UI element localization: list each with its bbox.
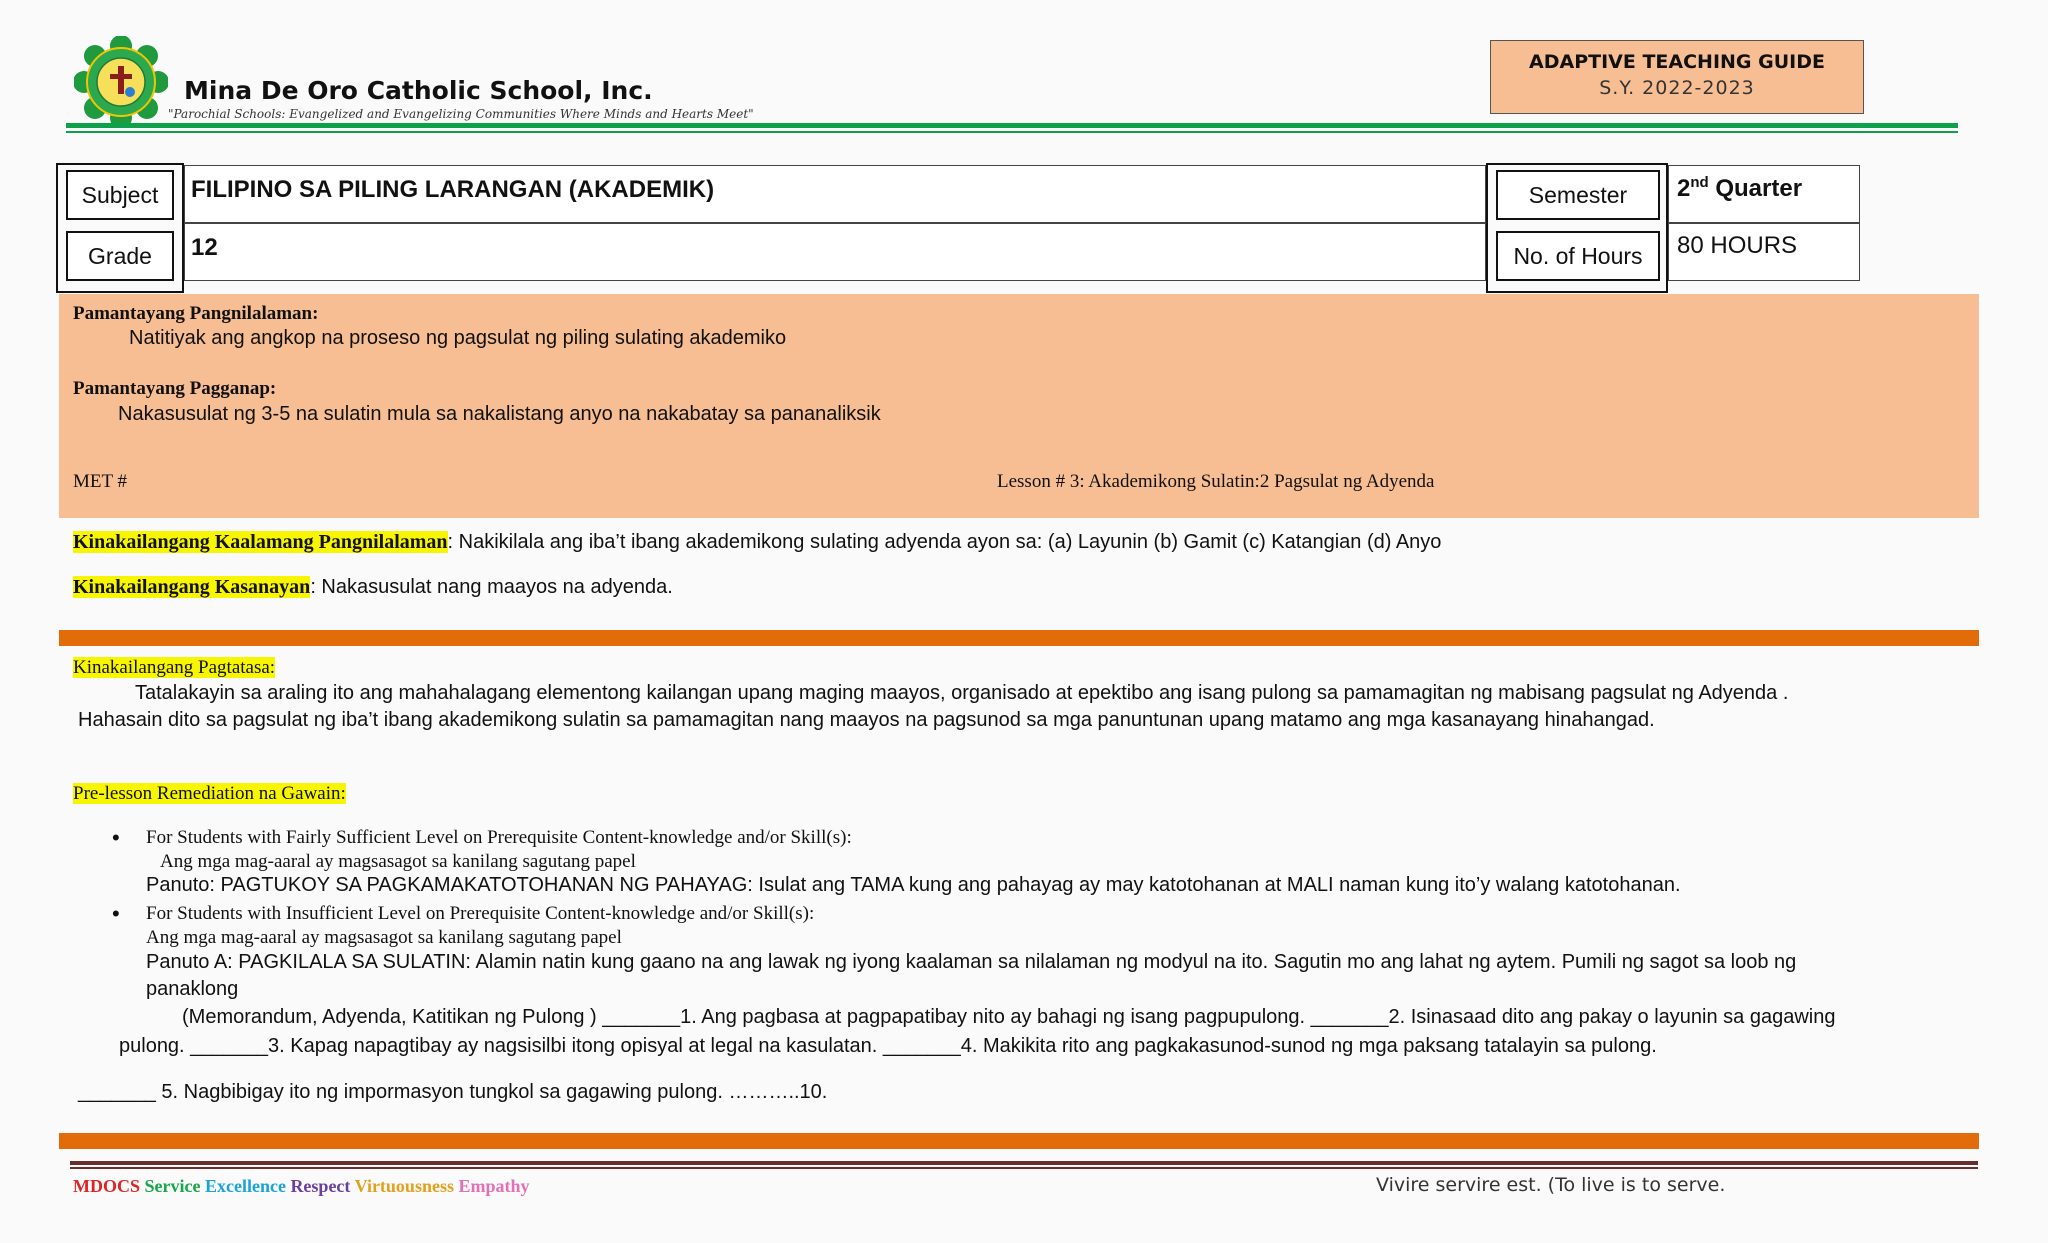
performance-standard-heading: Pamantayang Pagganap: bbox=[73, 378, 277, 399]
school-year: S.Y. 2022-2023 bbox=[1599, 77, 1755, 99]
remediation-item-1-instruction: Panuto: PAGTUKOY SA PAGKAMAKATOTOHANAN NG PAHAYAG: Isulat ang TAMA kung ang pahayag ay may katotohanan at MALI naman kung ito’y walang katotohanan. bbox=[146, 874, 1681, 896]
semester-label: Semester bbox=[1496, 170, 1660, 220]
skill-requirement bbox=[73, 576, 673, 599]
section-divider-top bbox=[59, 630, 1979, 646]
school-logo bbox=[74, 36, 168, 128]
remediation-item-2-sub: Ang mga mag-aaral ay magsasagot sa kanilang sagutang papel bbox=[146, 927, 622, 948]
assessment-line-1: Tatalakayin sa araling ito ang mahahalagang elementong kailangan upang maging maayos, organisado at epektibo ang isang pulong sa pamamagitan ng mabisang pagsulat ng Adyenda . bbox=[135, 682, 1789, 704]
remediation-item-2-instruction: Panuto A: PAGKILALA SA SULATIN: Alamin natin kung gaano na ang lawak ng iyong kaalaman sa nilalaman ng modyul na ito. Sagutin mo ang lahat ng aytem. Pumili ng sagot sa loob ng bbox=[146, 951, 1797, 973]
school-motto: Vivire servire est. (To live is to serve. bbox=[1376, 1174, 1726, 1196]
subject-value: FILIPINO SA PILING LARANGAN (AKADEMIK) bbox=[184, 165, 1486, 223]
skill-requirement-label: Kinakailangang Kasanayan bbox=[73, 576, 311, 598]
remediation-item-2-title: For Students with Insufficient Level on Prerequisite Content-knowledge and/or Skill(s): bbox=[146, 903, 815, 924]
grade-label: Grade bbox=[66, 231, 174, 281]
section-divider-bottom bbox=[59, 1133, 1979, 1149]
assessment-heading: Kinakailangang Pagtatasa: bbox=[73, 657, 276, 678]
header-divider bbox=[66, 123, 1958, 128]
guide-title: ADAPTIVE TEACHING GUIDE bbox=[1529, 51, 1825, 73]
school-tagline: "Parochial Schools: Evangelized and Evangelizing Communities Where Minds and Hearts Meet" bbox=[168, 107, 754, 121]
core-value-respect: Respect bbox=[290, 1176, 351, 1196]
hours-value: 80 HOURS bbox=[1668, 223, 1860, 281]
questions-line-2: pulong. _______3. Kapag napagtibay ay nagsisilbi itong opisyal at legal na kasulatan. _______4. Makikita rito ang pagkakasunod-sunod ng mga paksang tatalayin sa pulong. bbox=[119, 1035, 1657, 1057]
remediation-heading: Pre-lesson Remediation na Gawain: bbox=[73, 783, 346, 804]
skill-requirement-text: : Nakasusulat nang maayos na adyenda. bbox=[310, 576, 673, 598]
subject-label: Subject bbox=[66, 170, 174, 220]
core-value-virtuousness: Virtuousness bbox=[354, 1176, 454, 1196]
core-value-excellence: Excellence bbox=[204, 1176, 286, 1196]
core-value-empathy: Empathy bbox=[458, 1176, 530, 1196]
knowledge-requirement-text: : Nakikilala ang iba’t ibang akademikong sulating adyenda ayon sa: (a) Layunin (b) Gamit (c) Katangian (d) Anyo bbox=[447, 531, 1442, 553]
grade-value: 12 bbox=[184, 223, 1486, 281]
core-value-service: Service bbox=[144, 1176, 201, 1196]
met-label: MET # bbox=[73, 471, 128, 492]
bullet-icon: • bbox=[112, 901, 120, 926]
questions-line-3: _______ 5. Nagbibigay ito ng impormasyon tungkol sa gagawing pulong. ………..10. bbox=[78, 1081, 828, 1103]
footer-rule-thin bbox=[70, 1167, 1978, 1169]
header-divider-thin bbox=[66, 131, 1958, 133]
performance-standard-text: Nakasusulat ng 3-5 na sulatin mula sa nakalistang anyo na nakabatay sa pananaliksik bbox=[118, 403, 881, 425]
bullet-icon: • bbox=[112, 825, 120, 850]
knowledge-requirement bbox=[73, 531, 1441, 554]
hours-label: No. of Hours bbox=[1496, 231, 1660, 281]
knowledge-requirement-label: Kinakailangang Kaalamang Pangnilalaman bbox=[73, 531, 448, 553]
footer-rule bbox=[70, 1161, 1978, 1165]
questions-line-1: (Memorandum, Adyenda, Katitikan ng Pulong ) _______1. Ang pagbasa at pagpapatibay nito ay bahagi ng isang pagpupulong. _______2. Isinasaad dito ang pakay o layunin sa gagawing bbox=[182, 1006, 1836, 1028]
assessment-line-2: Hahasain dito sa pagsulat ng iba’t ibang akademikong sulatin sa pamamagitan nang maayos na pagsunod sa mga panuntunan upang matamo ang mga kasanayang hinahangad. bbox=[78, 709, 1655, 731]
quarter-value: 2nd Quarter bbox=[1668, 165, 1860, 223]
content-standard-heading: Pamantayang Pangnilalaman: bbox=[73, 303, 319, 324]
core-value-mdocs: MDOCS bbox=[73, 1176, 140, 1196]
core-values bbox=[73, 1176, 529, 1197]
content-standard-text: Natitiyak ang angkop na proseso ng pagsulat ng piling sulating akademiko bbox=[129, 327, 787, 349]
school-name: Mina De Oro Catholic School, Inc. bbox=[184, 76, 653, 105]
guide-title-box bbox=[1490, 40, 1864, 114]
remediation-item-1-title: For Students with Fairly Sufficient Level on Prerequisite Content-knowledge and/or Skill(s): bbox=[146, 827, 852, 848]
course-info-table bbox=[56, 163, 1860, 293]
remediation-item-2-instruction-cont: panaklong bbox=[146, 978, 239, 1000]
remediation-item-1-sub: Ang mga mag-aaral ay magsasagot sa kanilang sagutang papel bbox=[160, 851, 636, 872]
lesson-title: Lesson # 3: Akademikong Sulatin:2 Pagsulat ng Adyenda bbox=[997, 471, 1435, 492]
